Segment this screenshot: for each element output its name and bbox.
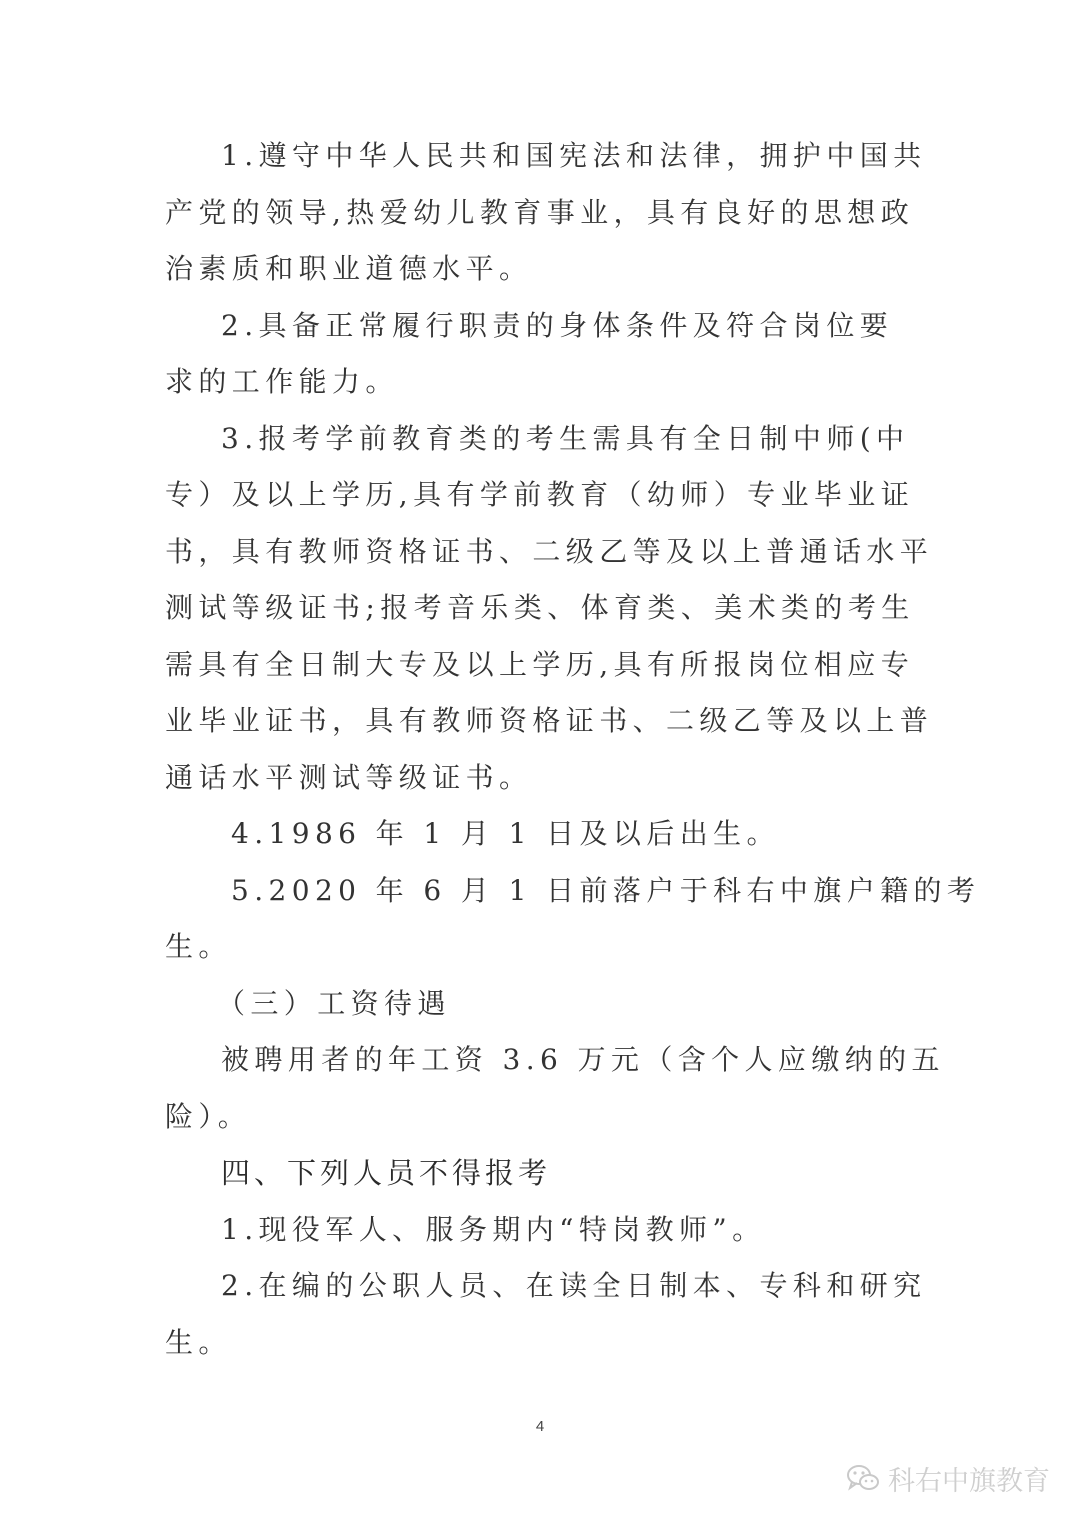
- watermark-text: 科右中旗教育: [888, 1465, 1050, 1497]
- salary-line-1: 被聘用者的年工资 3.6 万元（含个人应缴纳的五: [221, 1043, 945, 1076]
- page-number: 4: [535, 1418, 545, 1435]
- requirement-4-line-1: 4.1986 年 1 月 1 日及以后出生。: [231, 817, 780, 850]
- requirement-3-line-7: 通话水平测试等级证书。: [165, 760, 533, 794]
- requirement-3-line-5: 需具有全日制大专及以上学历,具有所报岗位相应专: [165, 647, 915, 681]
- requirement-3-line-3: 书，具有教师资格证书、二级乙等及以上普通话水平: [165, 534, 934, 568]
- section-salary-heading: （三）工资待遇: [217, 986, 451, 1020]
- requirement-1-line-1: 1.遵守中华人民共和国宪法和法律，拥护中国共: [221, 139, 927, 172]
- watermark: [846, 1458, 1050, 1498]
- requirement-3-line-2: 专）及以上学历,具有学前教育（幼师）专业毕业证: [165, 478, 915, 511]
- salary-line-2: 险）。: [165, 1099, 252, 1133]
- exclusion-2-line-2: 生。: [165, 1325, 232, 1359]
- requirement-3-line-6: 业毕业证书，具有教师资格证书、二级乙等及以上普: [165, 704, 934, 737]
- requirement-5-line-1: 5.2020 年 6 月 1 日前落户于科右中旗户籍的考: [231, 873, 981, 907]
- exclusion-1-line-1: 1.现役军人、服务期内“特岗教师”。: [221, 1212, 766, 1246]
- requirement-1-line-3: 治素质和职业道德水平。: [165, 252, 533, 285]
- section-four-heading: 四、下列人员不得报考: [221, 1156, 552, 1190]
- wechat-icon: [846, 1463, 880, 1493]
- requirement-3-line-4: 测试等级证书;报考音乐类、体育类、美术类的考生: [165, 591, 915, 624]
- requirement-2-line-2: 求的工作能力。: [165, 365, 399, 398]
- requirement-3-line-1: 3.报考学前教育类的考生需具有全日制中师(中: [221, 421, 910, 455]
- requirement-1-line-2: 产党的领导,热爱幼儿教育事业，具有良好的思想政: [165, 195, 915, 229]
- exclusion-2-line-1: 2.在编的公职人员、在读全日制本、专科和研究: [221, 1269, 927, 1302]
- document-body: [165, 128, 981, 1371]
- requirement-2-line-1: 2.具备正常履行职责的身体条件及符合岗位要: [221, 308, 894, 342]
- requirement-5-line-2: 生。: [165, 930, 232, 963]
